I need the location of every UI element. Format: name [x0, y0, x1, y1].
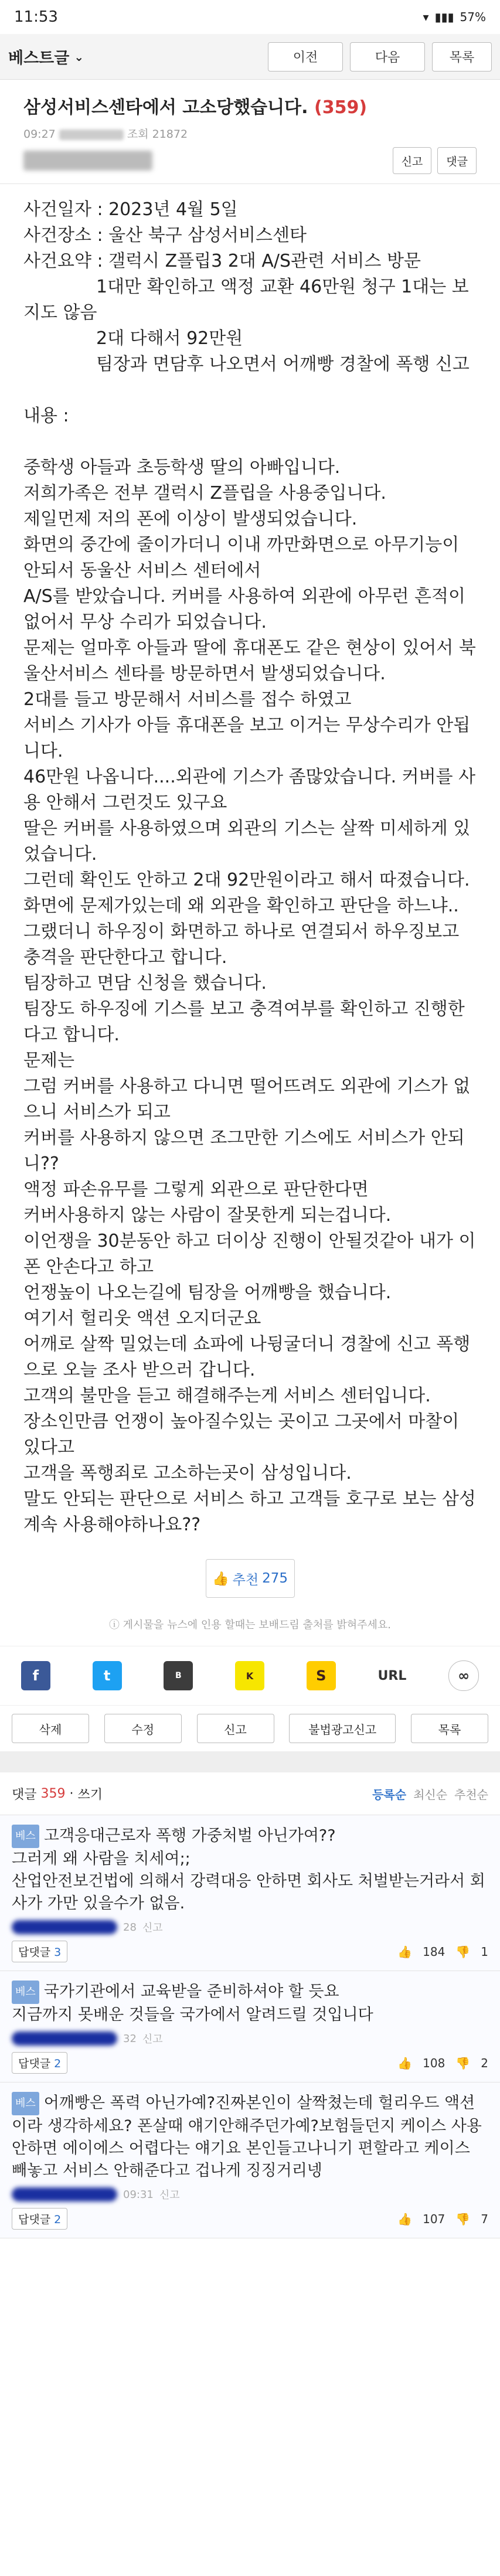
- article-line: A/S를 받았습니다. 커버를 사용하여 외관에 아무런 흔적이 없어서 무상 수리가 되었습니다.: [23, 586, 471, 632]
- article-line: 화면의 중간에 줄이가더니 이내 까만화면으로 아무기능이 안되서 동울산 서비스 센터에서: [23, 535, 465, 581]
- article-line: 서비스 기사가 아들 휴대폰을 보고 이거는 무상수리가 안됩니다.: [23, 715, 471, 761]
- illegal-ad-report-button[interactable]: 불법광고신고: [289, 1714, 396, 1743]
- kakaostory-icon[interactable]: S: [307, 1661, 336, 1690]
- author-blur: [59, 130, 124, 140]
- article-line: 액정 파손유무를 그렇게 외관으로 판단한다면: [23, 1179, 369, 1200]
- article-line: 저희가족은 전부 갤럭시 Z플립을 사용중입니다.: [23, 483, 386, 503]
- article-line: 화면에 문제가있는데 왜 외관을 확인하고 판단을 하느냐..: [23, 896, 459, 916]
- delete-button[interactable]: 삭제: [12, 1714, 89, 1743]
- comment-actions: 답댓글 3 👍 184 👎 1: [12, 1941, 488, 1962]
- comment-reply-button[interactable]: 답댓글 3: [12, 1941, 67, 1962]
- info-icon: ⓘ: [108, 1619, 120, 1631]
- thumbs-down-icon[interactable]: 👎: [455, 1944, 471, 1959]
- comment-report-link[interactable]: 신고: [159, 2189, 180, 2201]
- article-line: 제일먼제 저의 폰에 이상이 발생되었습니다.: [23, 509, 358, 529]
- comment-reply-button[interactable]: 답댓글 2: [12, 2208, 67, 2230]
- comment-text: 베스 고객응대근로자 폭행 가중처벌 아닌가여?? 그러게 왜 사람을 치세여;; 산업안전보건법에 의해서 강력대응 안하면 회사도 처벌받는거라서 회사가 가만 있을수가 없음.: [12, 1825, 488, 1915]
- status-icons: [423, 10, 486, 24]
- article-line: 2대를 들고 방문해서 서비스를 접수 하였고: [23, 689, 352, 710]
- article-line: 팀장하고 면담 신청을 했습니다.: [23, 973, 267, 993]
- comment-item: [0, 1971, 500, 2082]
- article-line: 언쟁높이 나오는길에 팀장을 어깨빵을 했습니다.: [23, 1282, 392, 1303]
- thumbs-down-icon[interactable]: 👎: [455, 2211, 471, 2226]
- article-line: 여기서 헐리웃 액션 오지더군요: [23, 1308, 261, 1329]
- commenter-blur: [12, 2187, 117, 2201]
- status-bar: [0, 0, 500, 34]
- article-line: 그랬더니 하우징이 화면하고 하나로 연결되서 하우징보고 충격을 판단한다고 합니다.: [23, 921, 465, 968]
- post-toolbar: [23, 147, 477, 174]
- thumbs-up-icon[interactable]: 👍: [397, 2056, 413, 2070]
- article-line: 말도 안되는 판단으로 서비스 하고 고객들 호구로 보는 삼성 계속 사용해야하나요??: [23, 1489, 482, 1535]
- chevron-down-icon: ⌄: [74, 49, 84, 64]
- article-line: 팀장도 하우징에 기스를 보고 충격여부를 확인하고 진행한다고 합니다.: [23, 999, 465, 1045]
- thumbs-up-icon[interactable]: 👍: [397, 2211, 413, 2226]
- comment-actions: 답댓글 2 👍 108 👎 2: [12, 2052, 488, 2074]
- article-line: 커버사용하지 않는 사람이 잘못한게 되는겁니다.: [23, 1205, 392, 1226]
- commenter-blur: [12, 2031, 117, 2046]
- article-line: 그런데 확인도 안하고 2대 92만원이라고 해서 따졌습니다.: [23, 870, 470, 890]
- article-line: 문제는: [23, 1050, 74, 1071]
- comment-list: [0, 1815, 500, 2238]
- reply-button[interactable]: 댓글: [437, 147, 477, 174]
- best-badge: 베스: [12, 1981, 39, 2004]
- post-header: [0, 80, 500, 174]
- write-comment-link[interactable]: 쓰기: [77, 1787, 103, 1802]
- bottom-list-button[interactable]: 목록: [411, 1714, 488, 1743]
- signal-icon: ▮▮▮: [434, 10, 454, 24]
- kakaotalk-icon[interactable]: K: [235, 1661, 264, 1690]
- article-line: 장소인만큼 언쟁이 높아질수있는 곳이고 그곳에서 마찰이 있다고: [23, 1411, 465, 1458]
- article-line: 이언쟁을 30분동안 하고 더이상 진행이 안될것같아 내가 이폰 안손다고 하고: [23, 1231, 476, 1277]
- comment-meta: 28 신고: [12, 1920, 488, 1935]
- url-copy-button[interactable]: URL: [377, 1668, 407, 1683]
- article-line: 2대 다해서 92만원: [23, 328, 243, 349]
- comment-actions: 답댓글 2 👍 107 👎 7: [12, 2208, 488, 2230]
- prev-button[interactable]: 이전: [268, 42, 343, 72]
- sort-newest[interactable]: 최신순: [413, 1787, 448, 1802]
- comment-meta: 09:31 신고: [12, 2187, 488, 2202]
- thumbs-down-icon[interactable]: 👎: [455, 2056, 471, 2070]
- comment-text: 베스 국가기관에서 교육받을 준비하셔야 할 듯요 지금까지 못배운 것들을 국가에서 알려드릴 것입니다: [12, 1981, 488, 2026]
- post-meta: 09:27 조회 21872: [23, 128, 188, 141]
- comment-report-link[interactable]: 신고: [142, 1922, 163, 1934]
- wifi-icon: ▾: [423, 10, 429, 24]
- article-line: 46만원 나옵니다....외관에 기스가 좀많았습니다. 커버를 사용 안해서 그런것도 있구요: [23, 767, 476, 813]
- sort-recommended[interactable]: 추천순: [454, 1787, 488, 1802]
- commenter-blur: [12, 1920, 117, 1934]
- next-button[interactable]: 다음: [350, 42, 425, 72]
- article-line: 팀장과 면담후 나오면서 어깨빵 경찰에 폭행 신고: [23, 354, 470, 375]
- band-icon[interactable]: B: [164, 1661, 193, 1690]
- comment-item: [0, 2082, 500, 2238]
- view-count: 조회 21872: [127, 128, 188, 141]
- comment-reply-button[interactable]: 답댓글 2: [12, 2052, 67, 2074]
- comment-sort: [372, 1785, 488, 1802]
- list-button[interactable]: 목록: [432, 42, 492, 72]
- article-line: 사건장소 : 울산 북구 삼성서비스센타: [23, 225, 307, 246]
- battery-level: 57%: [460, 10, 486, 24]
- article-line: 중학생 아들과 초등학생 딸의 아빠입니다.: [23, 457, 341, 478]
- twitter-icon[interactable]: t: [93, 1661, 122, 1690]
- article-line: 문제는 얼마후 아들과 딸에 휴대폰도 같은 현상이 있어서 북울산서비스 센타를 방문하면서 발생되었습니다.: [23, 638, 476, 684]
- comment-meta: 32 신고: [12, 2031, 488, 2046]
- article-line: 사건요약 : 갤럭시 Z플립3 2대 A/S관련 서비스 방문: [23, 251, 421, 271]
- comments-header: 댓글 359 · 쓰기 등록순 최신순 추천순: [0, 1772, 500, 1815]
- article-line: [23, 429, 477, 455]
- report-button[interactable]: 신고: [393, 147, 432, 174]
- article-line: 커버를 사용하지 않으면 조그만한 기스에도 서비스가 안되니??: [23, 1128, 465, 1174]
- post-actions: [0, 1706, 500, 1751]
- edit-button[interactable]: 수정: [104, 1714, 182, 1743]
- article-line: 내용 :: [23, 406, 69, 426]
- comment-text: 베스 어깨빵은 폭력 아닌가예?진짜본인이 살짝쳤는데 헐리우드 액션이라 생각하세요? 폰살때 얘기안해주던가예?보험들던지 케이스 사용안하면 에이에스 어렵다는 얘기요 본인들고나니기 편할라고 케이스 빼놓고 서비스 안해준다고 겁나게 징징거리넹: [12, 2092, 488, 2182]
- report-post-button[interactable]: 신고: [197, 1714, 274, 1743]
- article-line: 사건일자 : 2023년 4월 5일: [23, 199, 238, 220]
- top-bar: [0, 34, 500, 80]
- article-line: 어깨로 살짝 밀었는데 쇼파에 나뒹굴더니 경찰에 신고 폭행으로 오늘 조사 받으러 갑니다.: [23, 1334, 471, 1380]
- article-line: 고객을 폭행죄로 고소하는곳이 삼성입니다.: [23, 1463, 352, 1483]
- comment-item: [0, 1815, 500, 1971]
- post-comment-count: (359): [314, 97, 368, 118]
- best-badge: 베스: [12, 2092, 39, 2115]
- article-line: 1대만 확인하고 액정 교환 46만원 청구 1대는 보지도 않음: [23, 277, 469, 323]
- thumbs-up-icon: 👍: [212, 1571, 229, 1587]
- article-line: 고객의 불만을 듣고 해결해주는게 서비스 센터입니다.: [23, 1386, 431, 1406]
- comment-report-link[interactable]: 신고: [142, 2033, 163, 2046]
- board-selector[interactable]: [8, 45, 261, 68]
- recommend-button[interactable]: 👍 추천 275: [206, 1559, 295, 1598]
- clock: 11:53: [14, 8, 58, 26]
- author-link-blur: [23, 151, 152, 171]
- article-line: [23, 377, 477, 403]
- thumbs-up-icon[interactable]: 👍: [397, 1944, 413, 1959]
- best-badge: 베스: [12, 1825, 39, 1848]
- article-line: 그럼 커버를 사용하고 다니면 떨어뜨려도 외관에 기스가 없으니 서비스가 되고: [23, 1076, 471, 1122]
- sort-registered[interactable]: 등록순: [372, 1787, 407, 1802]
- post-body: [0, 184, 500, 1538]
- link-icon[interactable]: ∞: [448, 1660, 479, 1691]
- citation-notice: ⓘ 게시물을 뉴스에 인용 할때는 보배드림 출처를 밝혀주세요.: [108, 1619, 392, 1631]
- article-line: 딸은 커버를 사용하였으며 외관의 기스는 살짝 미세하게 있었습니다.: [23, 818, 471, 865]
- board-name: 베스트글: [8, 49, 70, 67]
- share-bar: [0, 1646, 500, 1706]
- facebook-icon[interactable]: f: [21, 1661, 50, 1690]
- post-title: 삼성서비스센타에서 고소당했습니다. (359): [23, 97, 368, 118]
